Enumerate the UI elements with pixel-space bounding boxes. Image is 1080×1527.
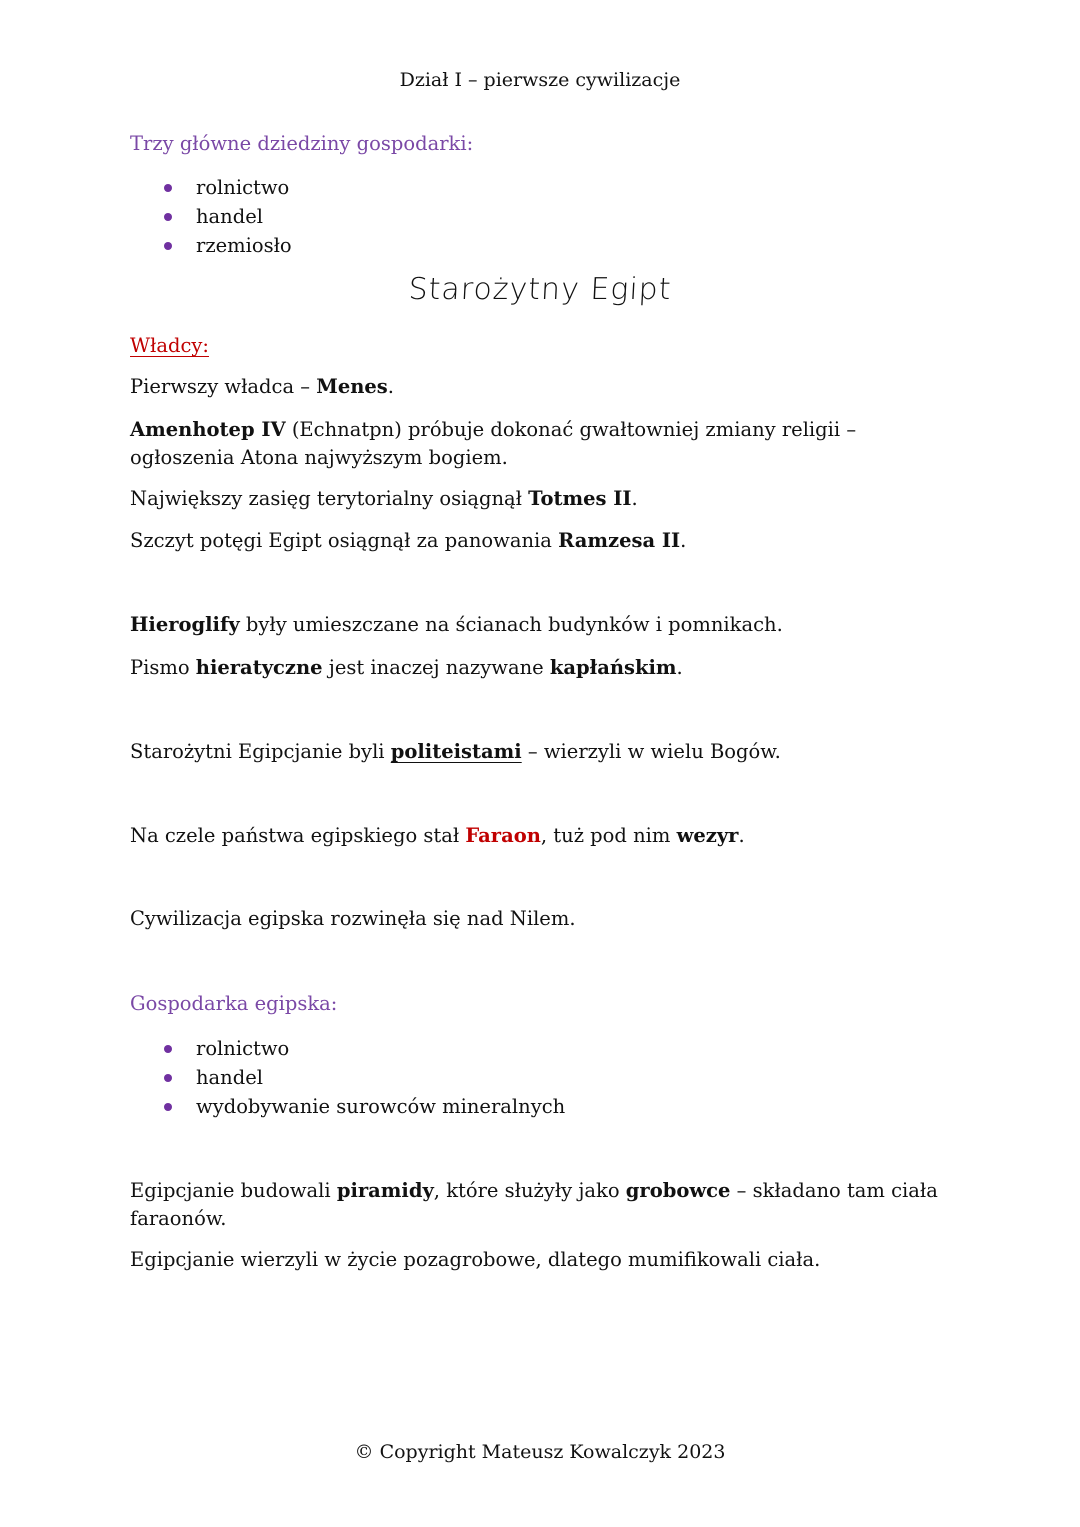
list-item [130, 202, 950, 231]
paragraph [130, 1246, 950, 1274]
bullet-icon [164, 1074, 172, 1082]
text-segment: Starożytni Egipcjanie byli [130, 740, 391, 763]
paragraph [130, 822, 950, 850]
list-item-text: wydobywanie surowców mineralnych [196, 1095, 566, 1118]
list-item-text: rzemiosło [196, 234, 292, 257]
paragraph [130, 416, 920, 472]
bold-term: wezyr [676, 824, 739, 847]
text-segment: Na czele państwa egipskiego stał [130, 824, 466, 847]
copyright-footer: © Copyright Mateusz Kowalczyk 2023 [354, 1441, 726, 1463]
bullet-icon [164, 213, 172, 221]
bold-term: Totmes II [528, 487, 632, 510]
bullet-icon [164, 1045, 172, 1053]
text-segment: Pierwszy władca – [130, 375, 317, 398]
rulers-heading: Władcy: [130, 334, 209, 357]
text-segment: . [631, 487, 638, 510]
text-segment: Cywilizacja egipska rozwinęła się nad Nilem. [130, 907, 576, 930]
bold-term: hieratyczne [195, 656, 323, 679]
list-item [130, 1063, 950, 1092]
text-segment: – wierzyli w wielu Bogów. [521, 740, 781, 763]
bold-term: kapłańskim [549, 656, 677, 679]
text-segment: . [738, 824, 745, 847]
list-item-text: rolnictwo [196, 1037, 290, 1060]
page-header: Dział I – pierwsze cywilizacje [399, 69, 681, 91]
list-item [130, 231, 950, 260]
text-segment: były umieszczane na ścianach budynków i pomnikach. [239, 613, 783, 636]
bold-term: piramidy [336, 1179, 434, 1202]
text-segment: – składano tam ciała faraonów. [130, 1179, 938, 1230]
bold-term: Amenhotep IV [130, 418, 286, 441]
list-item-text: handel [196, 205, 264, 228]
bold-term: Ramzesa II [558, 529, 681, 552]
text-segment: Pismo [130, 656, 196, 679]
text-segment: (Echnatpn) próbuje dokonać gwałtowniej zmiany religii – ogłoszenia Atona najwyższym bogiem. [130, 418, 857, 469]
bullet-icon [164, 242, 172, 250]
bold-term: politeistami [390, 740, 522, 763]
text-segment: , które służyły jako [433, 1179, 626, 1202]
list-item-text: rolnictwo [196, 176, 290, 199]
bold-term: Faraon [465, 824, 541, 847]
text-segment: , tuż pod nim [540, 824, 677, 847]
text-segment: Szczyt potęgi Egipt osiągnął za panowania [130, 529, 559, 552]
list-item [130, 1034, 950, 1063]
bold-term: grobowce [625, 1179, 731, 1202]
paragraph [130, 1177, 950, 1233]
text-segment: Egipcjanie budowali [130, 1179, 337, 1202]
list-item-text: handel [196, 1066, 264, 1089]
list-item [130, 173, 950, 202]
paragraph [130, 527, 950, 555]
text-segment: Największy zasięg terytorialny osiągnął [130, 487, 529, 510]
text-segment: . [676, 656, 683, 679]
egypt-economy-heading: Gospodarka egipska: [130, 992, 338, 1015]
paragraph [130, 738, 950, 766]
bold-term: Hieroglify [130, 613, 240, 636]
list-item [130, 1092, 950, 1121]
text-segment: . [387, 375, 394, 398]
paragraph [130, 654, 950, 682]
text-segment: Egipcjanie wierzyli w życie pozagrobowe, dlatego mumifikowali ciała. [130, 1248, 821, 1271]
bullet-icon [164, 1103, 172, 1111]
bullet-icon [164, 184, 172, 192]
economy-heading: Trzy główne dziedziny gospodarki: [130, 132, 474, 155]
section-title: Starożytny Egipt [407, 272, 673, 307]
paragraph [130, 611, 950, 639]
egypt-economy-list [130, 1034, 950, 1121]
paragraph [130, 905, 950, 933]
paragraph [130, 373, 950, 401]
economy-list [130, 173, 950, 260]
text-segment: jest inaczej nazywane [322, 656, 550, 679]
text-segment: . [680, 529, 687, 552]
bold-term: Menes [316, 375, 388, 398]
paragraph [130, 485, 950, 513]
